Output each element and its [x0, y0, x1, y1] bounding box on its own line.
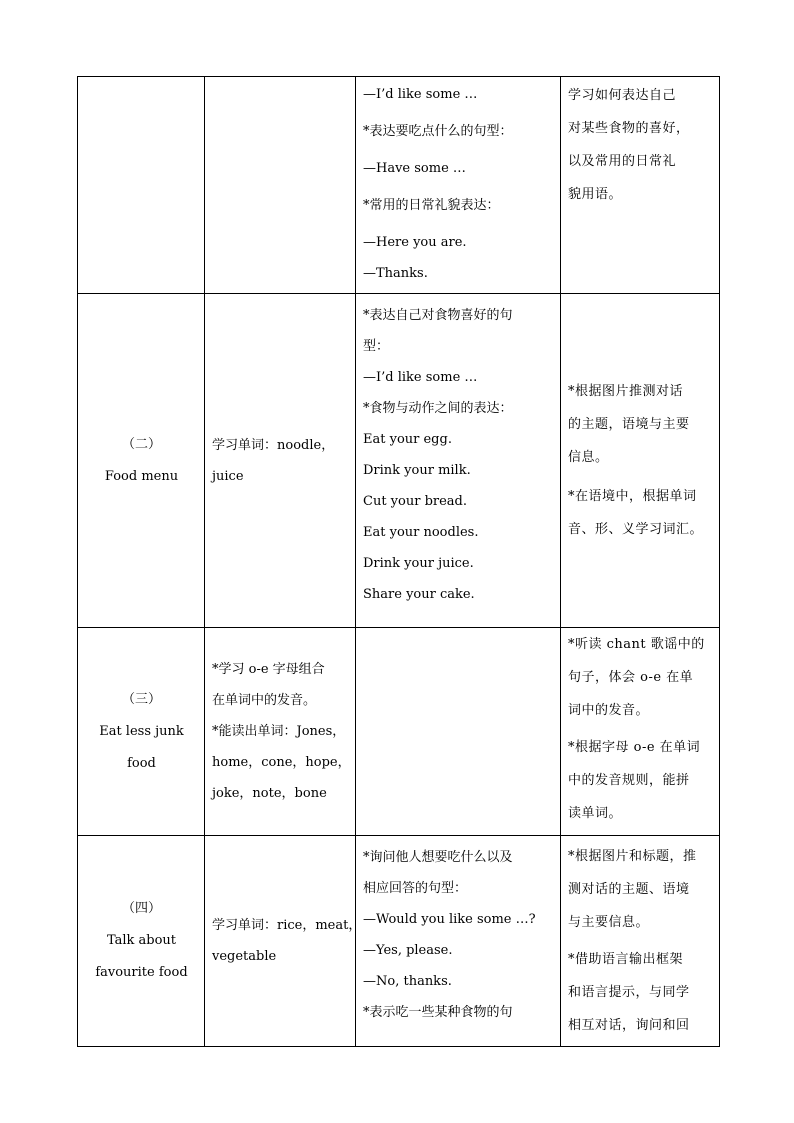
lesson-plan-table	[77, 76, 720, 1047]
text-line: *询问他人想要吃什么以及	[363, 850, 513, 865]
text-line: *根据字母 o-e 在单词	[568, 740, 701, 755]
text-line: 信息。	[568, 450, 609, 465]
vocab-cell	[205, 77, 356, 294]
text-line: *能读出单词：Jones，	[212, 724, 346, 739]
text-line: 学习单词：rice，meat，	[212, 918, 362, 933]
text-line: 学习如何表达自己	[568, 88, 677, 103]
lesson-cell	[78, 628, 205, 836]
text-line: 学习单词：noodle，	[212, 437, 335, 453]
lesson-number: （三）	[121, 691, 161, 707]
vocab-cell	[205, 294, 356, 628]
text-line: *表示吃一些某种食物的句	[363, 1005, 513, 1020]
text-line: —No, thanks.	[363, 974, 452, 989]
text-line: 相应回答的句型：	[363, 881, 468, 896]
text-line: 和语言提示，与同学	[568, 985, 690, 1000]
text-line: —Would you like some …?	[363, 912, 536, 927]
text-line: joke，note，bone	[212, 786, 327, 801]
vocab-cell	[205, 628, 356, 836]
text-line: home，cone，hope，	[212, 755, 351, 770]
text-line: *食物与动作之间的表达：	[363, 401, 513, 416]
lesson-cell	[78, 294, 205, 628]
lesson-title: favourite food	[95, 965, 188, 980]
text-line: *听读 chant 歌谣中的	[568, 637, 705, 652]
lesson-title: Eat less junk	[99, 723, 184, 739]
lesson-cell	[78, 77, 205, 294]
text-line: —I’d like some …	[363, 370, 478, 385]
lesson-cell	[78, 836, 205, 1047]
text-line: —Thanks.	[363, 266, 428, 281]
text-line: 读单词。	[568, 806, 623, 821]
text-line: *学习 o-e 字母组合	[212, 662, 325, 677]
table-row	[78, 628, 720, 836]
text-line: 句子，体会 o-e 在单	[568, 670, 694, 685]
text-line: 貌用语。	[568, 187, 623, 202]
table-row	[78, 294, 720, 628]
text-line: Eat your egg.	[363, 432, 452, 447]
text-line: juice	[212, 468, 244, 484]
text-line: 词中的发音。	[568, 703, 650, 718]
goals-cell	[561, 77, 720, 294]
lesson-title: Talk about	[106, 933, 177, 948]
text-line: *借助语言输出框架	[568, 952, 684, 967]
text-line: 中的发音规则，能拼	[568, 773, 690, 788]
text-line: Cut your bread.	[363, 494, 467, 509]
text-line: 在单词中的发音。	[212, 693, 317, 708]
text-line: *根据图片推测对话	[568, 384, 684, 399]
lesson-number: （四）	[121, 901, 161, 916]
text-line: —Have some …	[363, 161, 466, 176]
vocab-cell	[205, 836, 362, 1047]
sentences-cell	[356, 628, 561, 836]
goals-cell	[561, 294, 720, 628]
sentences-cell	[356, 77, 561, 294]
text-line: 相互对话，询问和回	[568, 1018, 690, 1033]
text-line: *表达要吃点什么的句型：	[363, 124, 513, 139]
text-line: *在语境中，根据单词	[568, 489, 697, 504]
table-row	[78, 836, 720, 1047]
text-line: 与主要信息。	[568, 915, 650, 930]
text-line: Share your cake.	[363, 587, 475, 602]
text-line: 测对话的主题、语境	[568, 882, 690, 897]
lesson-number: （二）	[121, 436, 161, 452]
lesson-title: food	[127, 755, 156, 771]
text-line: 的主题，语境与主要	[568, 417, 690, 432]
text-line: 音、形、义学习词汇。	[568, 522, 704, 537]
text-line: *常用的日常礼貌表达：	[363, 198, 500, 213]
text-line: Drink your milk.	[363, 463, 471, 478]
text-line: *根据图片和标题，推	[568, 849, 697, 864]
text-line: 对某些食物的喜好，	[568, 121, 690, 136]
table-row	[78, 77, 720, 294]
sentences-cell	[356, 294, 561, 628]
text-line: —I’d like some …	[363, 87, 478, 102]
text-line: vegetable	[212, 949, 277, 964]
text-line: Drink your juice.	[363, 556, 474, 571]
text-line: —Here you are.	[363, 235, 467, 250]
text-line: Eat your noodles.	[363, 525, 479, 540]
text-line: 型：	[363, 339, 390, 354]
text-line: *表达自己对食物喜好的句	[363, 308, 513, 323]
sentences-cell	[356, 836, 561, 1047]
goals-cell	[561, 836, 720, 1047]
lesson-title: Food menu	[104, 468, 179, 484]
text-line: 以及常用的日常礼	[568, 154, 677, 169]
goals-cell	[561, 628, 720, 836]
text-line: —Yes, please.	[363, 943, 453, 958]
